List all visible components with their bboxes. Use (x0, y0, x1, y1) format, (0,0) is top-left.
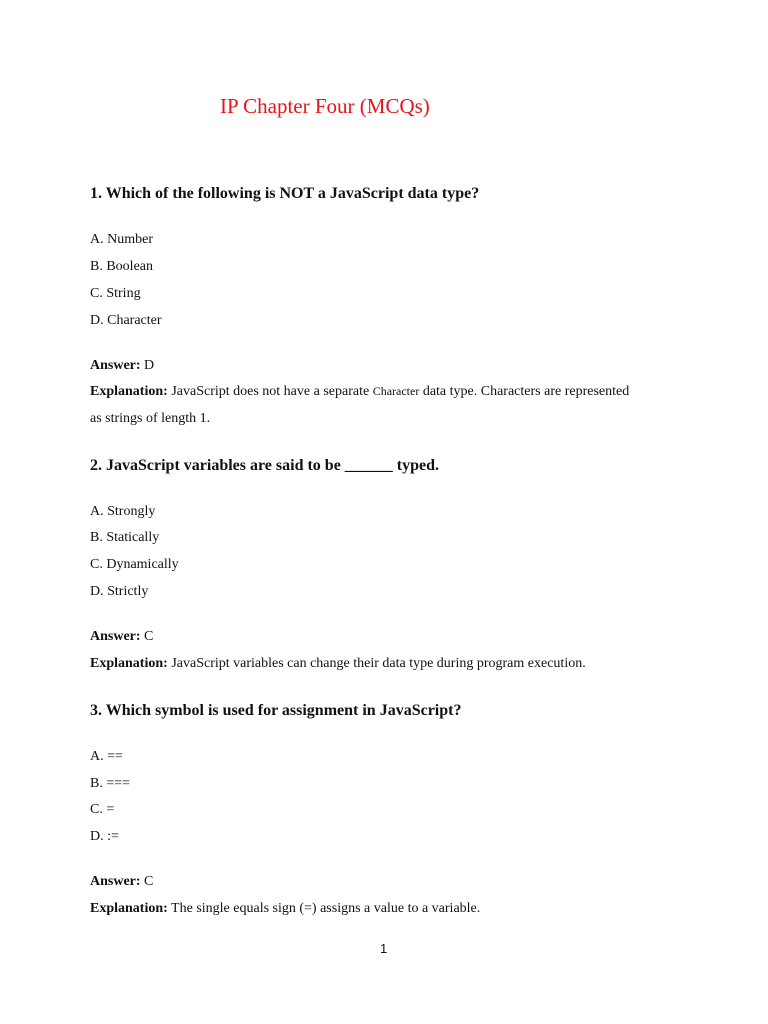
question-1: 1. Which of the following is NOT a JavaScript data type? (90, 185, 480, 202)
page-title: IP Chapter Four (MCQs) (220, 94, 430, 118)
question-1-option-d: D. Character (90, 313, 162, 328)
explanation-text-part2: data type. Characters are represented (419, 384, 630, 399)
page-number: 1 (380, 941, 388, 956)
answer-label: Answer: (90, 629, 141, 644)
explanation-text-part1: JavaScript does not have a separate (167, 384, 373, 399)
answer-label: Answer: (90, 358, 141, 373)
question-3-option-d: D. := (90, 829, 119, 844)
explanation-label: Explanation: (90, 656, 168, 671)
explanation-text: JavaScript variables can change their data type during program execution. (167, 656, 586, 671)
explanation-label: Explanation: (90, 384, 168, 399)
question-1-option-b: B. Boolean (90, 259, 153, 274)
question-2-option-a: A. Strongly (90, 504, 156, 519)
question-1-option-c: C. String (90, 286, 141, 301)
question-1-answer (90, 358, 154, 374)
question-2-option-d: D. Strictly (90, 584, 149, 599)
answer-value: D (140, 358, 155, 373)
explanation-label: Explanation: (90, 901, 168, 916)
question-2-option-c: C. Dynamically (90, 557, 179, 572)
question-3-answer (90, 874, 153, 890)
question-1-explanation-continued: as strings of length 1. (90, 411, 211, 426)
question-1-option-a: A. Number (90, 232, 153, 247)
explanation-text: The single equals sign (=) assigns a value to a variable. (167, 901, 481, 916)
question-3-option-a: A. == (90, 749, 123, 764)
question-3-option-b: B. === (90, 776, 131, 791)
answer-value: C (140, 874, 154, 889)
question-3-option-c: C. = (90, 802, 115, 817)
question-2-explanation (90, 656, 586, 672)
question-2-option-b: B. Statically (90, 530, 160, 545)
question-3-explanation (90, 901, 480, 917)
answer-value: C (140, 629, 154, 644)
explanation-inline-term: Character (372, 384, 420, 398)
question-1-explanation (90, 384, 629, 400)
answer-label: Answer: (90, 874, 141, 889)
question-2-answer (90, 629, 153, 645)
question-2: 2. JavaScript variables are said to be ______ typed. (90, 457, 440, 474)
question-3: 3. Which symbol is used for assignment in JavaScript? (90, 702, 462, 719)
